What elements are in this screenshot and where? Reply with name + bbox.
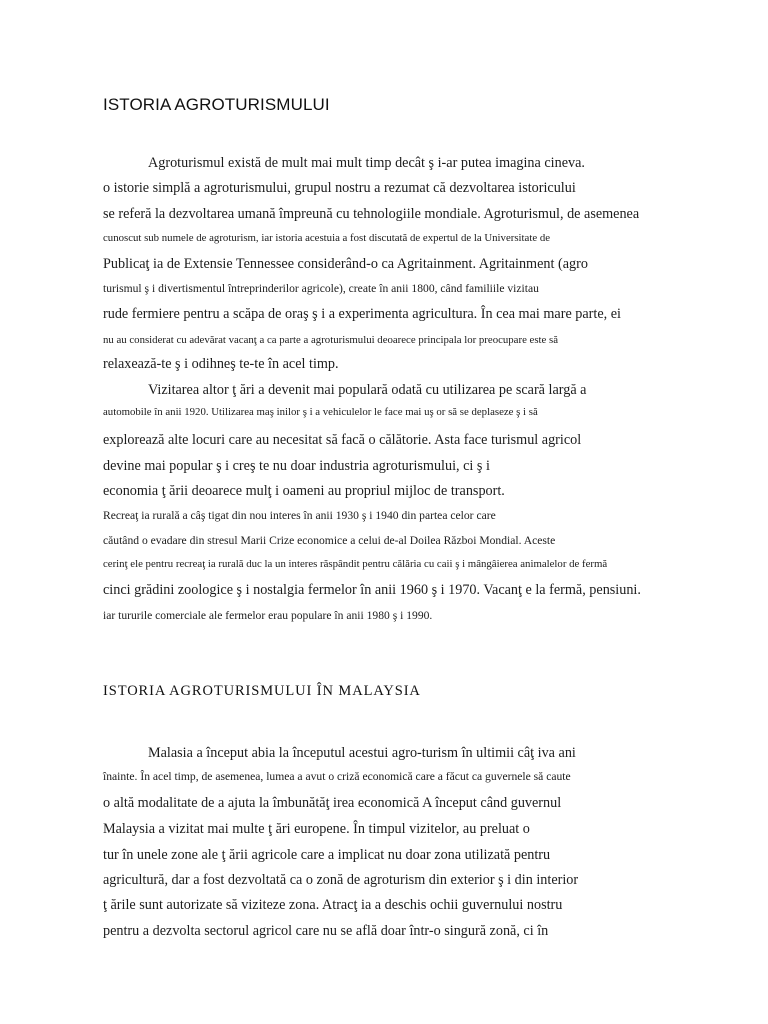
paragraph-line: cinci grădini zoologice ş i nostalgia fermelor în anii 1960 ş i 1970. Vacanţ e la fermă, pensiuni. (103, 582, 641, 598)
document-title: ISTORIA AGROTURISMULUI (103, 95, 330, 114)
paragraph-line: se referă la dezvoltarea umană împreună cu tehnologiile mondiale. Agroturismul, de asemenea (103, 206, 640, 222)
paragraph-line: Malaysia a vizitat mai multe ţ ări europene. În timpul vizitelor, au preluat o (103, 821, 530, 837)
paragraph-line: economia ţ ării deoarece mulţ i oameni au propriul mijloc de transport. (103, 483, 505, 499)
paragraph-line: pentru a dezvolta sectorul agricol care nu se află doar într-o singură zonă, ci în (103, 923, 549, 939)
paragraph-line: iar tururile comerciale ale fermelor erau populare în anii 1980 ş i 1990. (103, 609, 433, 622)
paragraph-line: căutând o evadare din stresul Marii Crize economice a celui de-al Doilea Război Mondial. Aceste (103, 534, 556, 547)
paragraph-line: cunoscut sub numele de agroturism, iar istoria acestuia a fost discutată de expertul de la Universitate de (103, 232, 551, 244)
paragraph-line: Agroturismul există de mult mai mult timp decât ş i-ar putea imagina cineva. (148, 155, 585, 171)
paragraph-line: o istorie simplă a agroturismului, grupul nostru a rezumat că dezvoltarea istoricului (103, 180, 576, 196)
paragraph-line: tur în unele zone ale ţ ării agricole care a implicat nu doar zona utilizată pentru (103, 847, 551, 863)
paragraph-line: explorează alte locuri care au necesitat să facă o călătorie. Asta face turismul agricol (103, 432, 582, 448)
paragraph-line: rude fermiere pentru a scăpa de oraş ş i a experimenta agricultura. În cea mai mare parte, ei (103, 306, 621, 322)
paragraph-line: Vizitarea altor ţ ări a devenit mai populară odată cu utilizarea pe scară largă a (148, 382, 587, 398)
paragraph-line: automobile în anii 1920. Utilizarea maş inilor ş i a vehiculelor le face mai uş or să se deplaseze ş i să (103, 406, 538, 418)
paragraph-line: o altă modalitate de a ajuta la îmbunătăţ irea economică A început când guvernul (103, 795, 562, 811)
paragraph-line: relaxează-te ş i odihneş te-te în acel timp. (103, 356, 339, 372)
paragraph-line: ţ ările sunt autorizate să viziteze zona. Atracţ ia a deschis ochii guvernului nostru (103, 897, 563, 913)
paragraph-line: Malasia a început abia la începutul acestui agro-turism în ultimii câţ iva ani (148, 745, 576, 761)
paragraph-line: cerinţ ele pentru recreaţ ia rurală duc la un interes răspândit pentru călăria cu caii ş i mângâierea animalelor de fermă (103, 558, 608, 570)
paragraph-line: turismul ş i divertismentul întreprinderilor agricole), create în anii 1800, când familiile vizitau (103, 282, 539, 295)
paragraph-line: Recreaţ ia rurală a câş tigat din nou interes în anii 1930 ş i 1940 din partea celor care (103, 509, 496, 522)
paragraph-line: agricultură, dar a fost dezvoltată ca o zonă de agroturism din exterior ş i din interior (103, 872, 579, 888)
section-heading: ISTORIA AGROTURISMULUI ÎN MALAYSIA (103, 683, 421, 699)
paragraph-line: Publicaţ ia de Extensie Tennessee considerând-o ca Agritainment. Agritainment (agro (103, 256, 588, 272)
paragraph-line: nu au considerat cu adevărat vacanţ a ca parte a agroturismului deoarece principala lor preocupare este să (103, 334, 559, 346)
paragraph-line: înainte. În acel timp, de asemenea, lumea a avut o criză economică care a făcut ca guvernele să caute (103, 770, 571, 783)
paragraph-line: devine mai popular ş i creş te nu doar industria agroturismului, ci ş i (103, 458, 490, 474)
